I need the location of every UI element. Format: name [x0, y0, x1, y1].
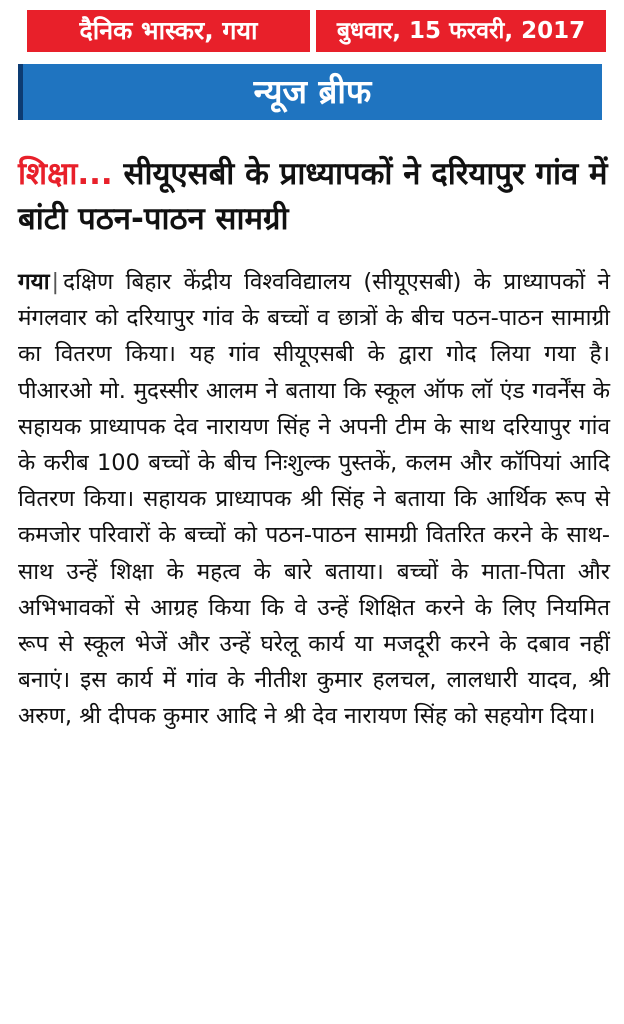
dateline: गया [18, 269, 50, 295]
article-body [18, 264, 610, 735]
section-title: न्यूज ब्रीफ [253, 72, 372, 111]
publication-name: दैनिक भास्कर, गया [27, 10, 310, 52]
headline-text: सीयूएसबी के प्राध्यापकों ने दरियापुर गांव में बांटी पठन-पाठन सामग्री [18, 156, 608, 237]
headline-tag: शिक्षा... [18, 156, 113, 192]
article-body-text: दक्षिण बिहार केंद्रीय विश्वविद्यालय (सीयूएसबी) के प्राध्यापकों ने मंगलवार को दरियापुर गांव के बच्चों व छात्रों के बीच पठन-पाठन सामाग्री का वितरण किया। यह गांव सीयूएसबी के द्वारा गोद लिया गया है। पीआरओ मो. मुदस्सीर आलम ने बताया कि स्कूल ऑफ लॉ एंड गवर्नेंस के सहायक प्राध्यापक देव नारायण सिंह ने अपनी टीम के साथ दरियापुर गांव के करीब 100 बच्चों के बीच निःशुल्क पुस्तकें, कलम और कॉपियां आदि वितरण किया। सहायक प्राध्यापक श्री सिंह ने बताया कि आर्थिक रूप से कमजोर परिवारों के बच्चों को पठन-पाठन सामग्री वितरित करने के साथ-साथ उन्हें शिक्षा के महत्व के बारे बताया। बच्चों के माता-पिता और अभिभावकों से आग्रह किया कि वे उन्हें शिक्षित करने के लिए नियमित रूप से स्कूल भेजें और उन्हें घरेलू कार्य या मजदूरी करने के दबाव नहीं बनाएं। इस कार्य में गांव के नीतीश कुमार हलचल, लालधारी यादव, श्री अरुण, श्री दीपक कुमार आदि ने श्री देव नारायण सिंह को सहयोग दिया। [18, 269, 610, 730]
section-banner [18, 64, 602, 120]
publication-date: बुधवार, 15 फरवरी, 2017 [316, 10, 606, 52]
article-headline [18, 152, 608, 242]
dateline-separator: | [51, 269, 60, 295]
